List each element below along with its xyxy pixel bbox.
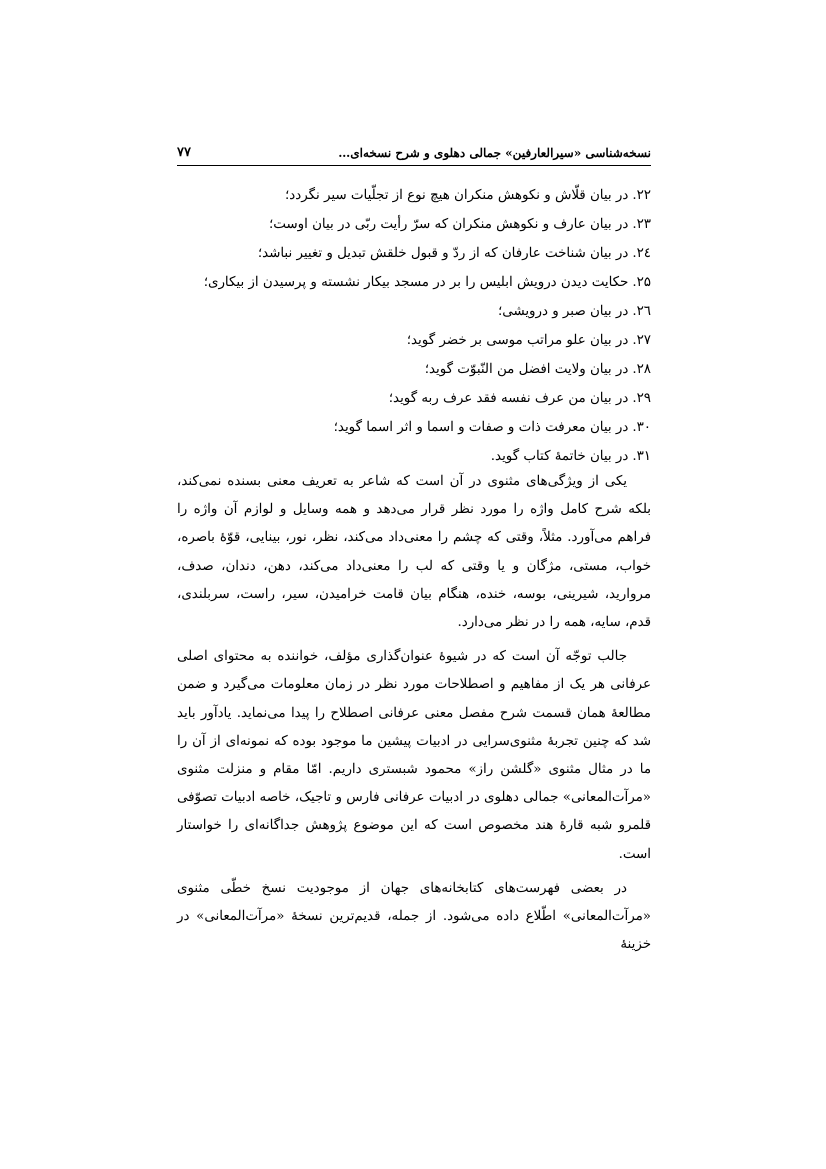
list-item (175, 181, 651, 210)
list-item-number: ۲٦. (632, 304, 651, 319)
list-item-number: ۲۸. (632, 362, 651, 377)
list-item-text: در بیان عارف و نکوهش منکران که سرّ رأیت ربّی در بیان اوست؛ (269, 217, 629, 232)
list-item-text: در بیان علو مراتب موسی بر خضر گوید؛ (406, 333, 629, 348)
list-item-text: در بیان قلّاش و نکوهش منکران هیچ نوع از تجلّیات سیر نگردد؛ (285, 188, 629, 203)
paragraph: در بعضی فهرست‌های کتابخانه‌های جهان از موجودیت نسخ خطّی مثنوی «مرآت‌المعانی» اطّلاع داده می‌شود. از جمله، قدیم‌ترین نسخهٔ «مرآت‌المعانی» در خزینهٔ (177, 880, 651, 953)
list-item-number: ۲٤. (632, 246, 651, 261)
list-item-number: ۳۰. (632, 420, 651, 435)
chapter-list (175, 181, 651, 471)
list-item (175, 413, 651, 442)
page-number: ۷۷ (177, 145, 191, 160)
list-item-number: ۳۱. (632, 449, 651, 464)
list-item-number: ۲۲. (632, 188, 651, 203)
running-head-title: نسخه‌شناسی «سیرالعارفین» جمالی دهلوی و شرح نسخه‌ای… (338, 146, 651, 160)
list-item-text: حکایت دیدن درویش ابلیس را بر در مسجد بیکار نشسته و پرسیدن از بیکاری؛ (203, 275, 629, 290)
list-item-number: ۲۷. (632, 333, 651, 348)
list-item-text: در بیان ولایت افضل من النّبوّت گوید؛ (424, 362, 629, 377)
list-item-number: ۲۵. (632, 275, 651, 290)
list-item (175, 210, 651, 239)
list-item-number: ۲۹. (632, 391, 651, 406)
list-item-text: در بیان صبر و درویشی؛ (497, 304, 629, 319)
list-item (175, 442, 651, 471)
list-item (175, 297, 651, 326)
list-item-text: در بیان خاتمهٔ کتاب گوید. (490, 449, 629, 464)
list-item-text: در بیان شناخت عارفان که از ردّ و قبول خلقش تبدیل و تغییر نباشد؛ (257, 246, 629, 261)
list-item-text: در بیان معرفت ذات و صفات و اسما و اثر اسما گوید؛ (333, 420, 629, 435)
body-text (177, 468, 651, 965)
list-item (175, 355, 651, 384)
list-item-number: ۲۳. (632, 217, 651, 232)
list-item (175, 239, 651, 268)
list-item-text: در بیان من عرف نفسه فقد عرف ربه گوید؛ (388, 391, 629, 406)
list-item (175, 326, 651, 355)
list-item (175, 384, 651, 413)
paragraph: یکی از ویژگی‌های مثنوی در آن است که شاعر به تعریف معنی بسنده نمی‌کند، بلکه شرح کامل واژه را مورد نظر قرار می‌دهد و همه وسایل و لوازم آن واژه را فراهم می‌آورد. مثلاً، وقتی که چشم را معنی‌داد می‌کند، نظر، نور، بینایی، قوّهٔ باصره، خواب، مستی، مژگان و یا وقتی که لب را معنی‌داد می‌کند، دهن، دندان، صدف، مروارید، شیرینی، بوسه، خنده، هنگام بیان قامت خرامیدن، سیر، راست، سربلندی، قدم، سایه، همه را در نظر می‌دارد. (177, 474, 651, 631)
list-item (175, 268, 651, 297)
paragraph: جالب توجّه آن است که در شیوهٔ عنوان‌گذاری مؤلف، خواننده به محتوای اصلی عرفانی هر یک از مفاهیم و اصطلاحات مورد نظر در زمان معلومات می‌گیرد و ضمن مطالعهٔ همان قسمت شرح مفصل معنی عرفانی اصطلاح را پیدا می‌نماید. یادآور باید شد که چنین تجربهٔ مثنوی‌سرایی در ادبیات پیشین ما موجود بوده که نمونه‌ای از آن را ما در مثال مثنوی «گلشن راز» محمود شبستری داریم. امّا مقام و منزلت مثنوی «مرآت‌المعانی» جمالی دهلوی در ادبیات عرفانی فارس و تاجیک، خاصه ادبیات تصوّفی قلمرو شبه قارهٔ هند مخصوص است که این موضوع پژوهش جداگانه‌ای را خواستار است. (177, 649, 651, 862)
running-head (177, 144, 651, 166)
header-rule (177, 165, 651, 166)
